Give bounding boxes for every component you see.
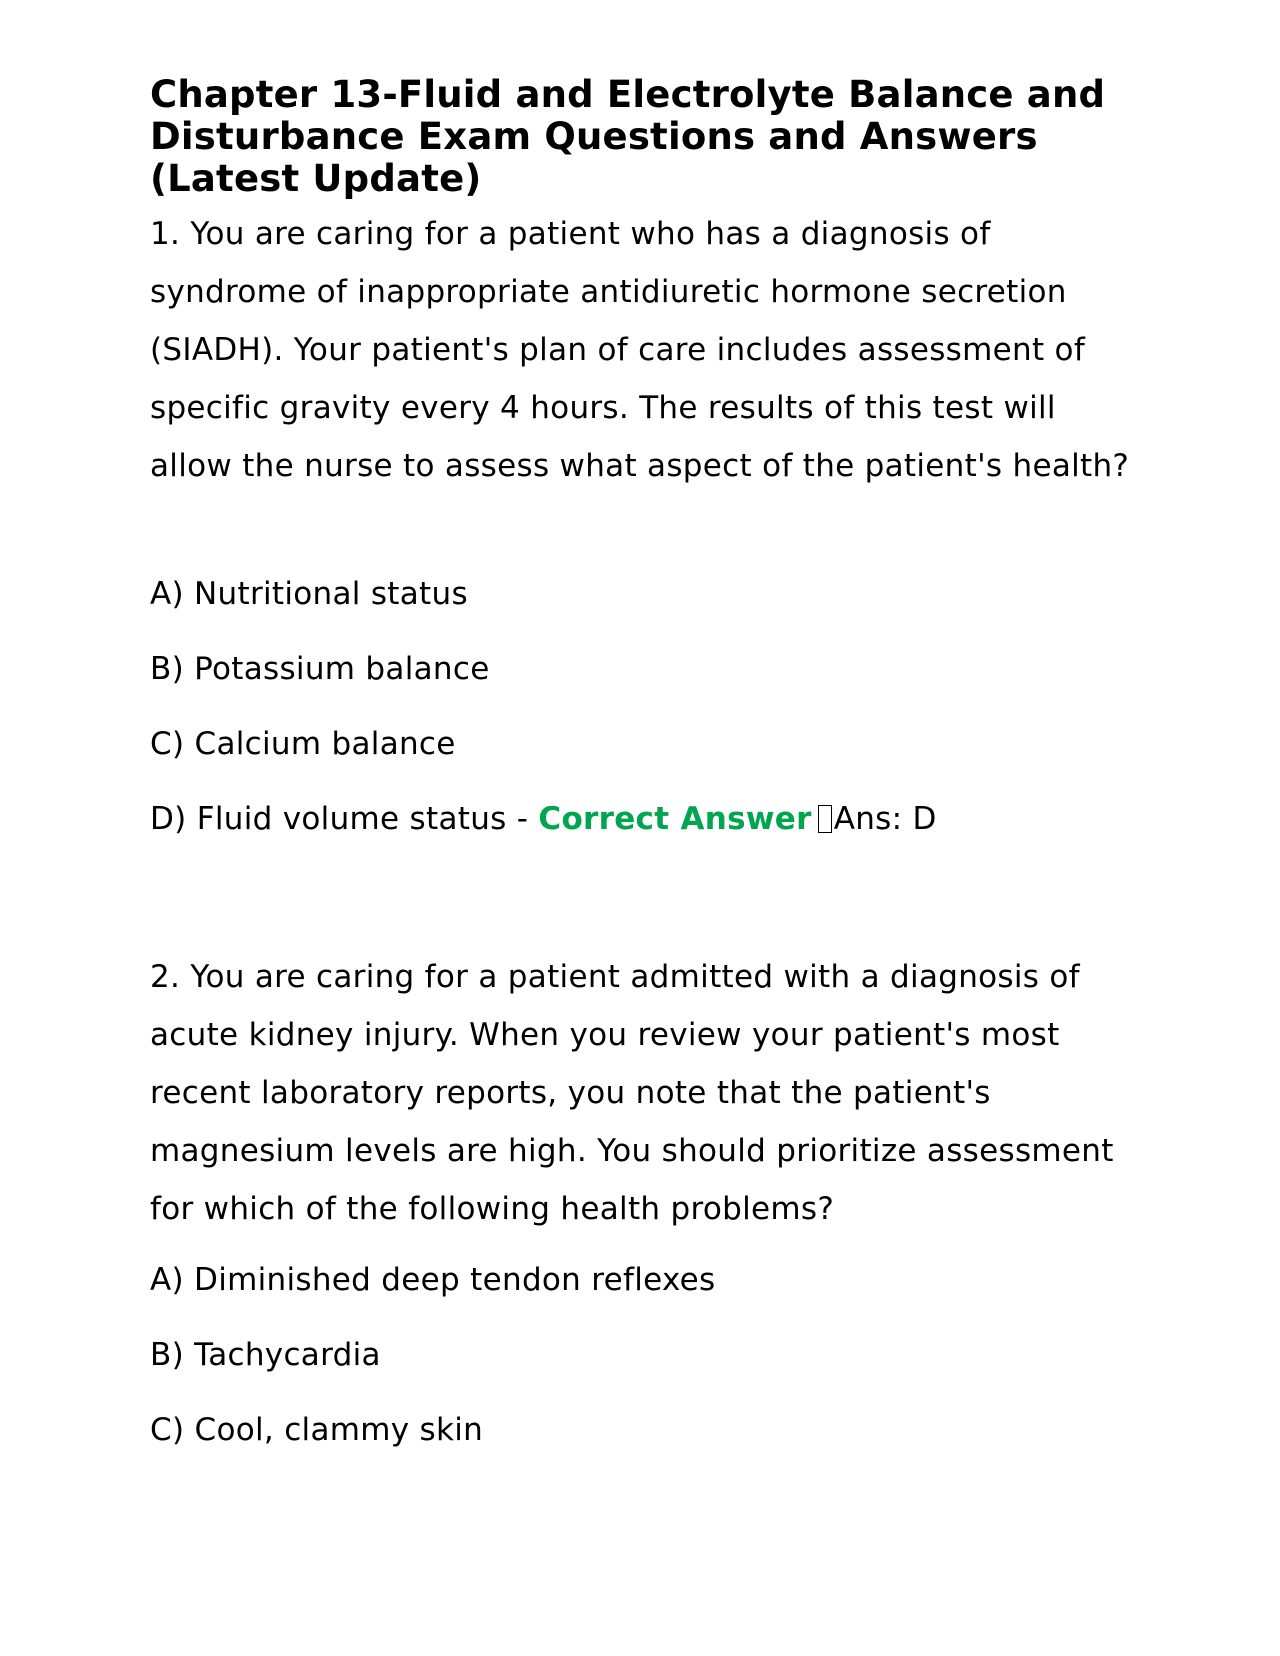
question-2-text: 2. You are caring for a patient admitted with a diagnosis of acute kidney injury. When you review your patient's most recent laboratory reports, you note that the patient's magnesium levels are high. You should prioritize assessment for which of the following health problems? — [150, 959, 1114, 1227]
question-1-option-a: A) Nutritional status — [150, 576, 468, 612]
question-1-text: 1. You are caring for a patient who has a diagnosis of syndrome of inappropriate antidiuretic hormone secretion (SIADH). Your patient's plan of care includes assessment of specific gravity every 4 hours. The results of this test will allow the nurse to assess what aspect of the patient's health? — [150, 216, 1130, 484]
question-2-option-a: A) Diminished deep tendon reflexes — [150, 1262, 716, 1298]
question-1-option-d: D) Fluid volume status - — [150, 801, 539, 837]
question-1-option-b: B) Potassium balance — [150, 651, 490, 687]
missing-glyph-icon — [818, 805, 832, 833]
document-title: Chapter 13-Fluid and Electrolyte Balance and Disturbance Exam Questions and Answers (Latest Update) — [150, 73, 1106, 200]
question-2-option-b: B) Tachycardia — [150, 1337, 381, 1373]
question-1-answer: Ans: D — [833, 801, 937, 837]
question-1-option-c: C) Calcium balance — [150, 726, 456, 762]
correct-answer-label: Correct Answer — [538, 801, 812, 837]
question-2-option-c: C) Cool, clammy skin — [150, 1412, 484, 1448]
question-1-option-d-line — [150, 799, 937, 839]
